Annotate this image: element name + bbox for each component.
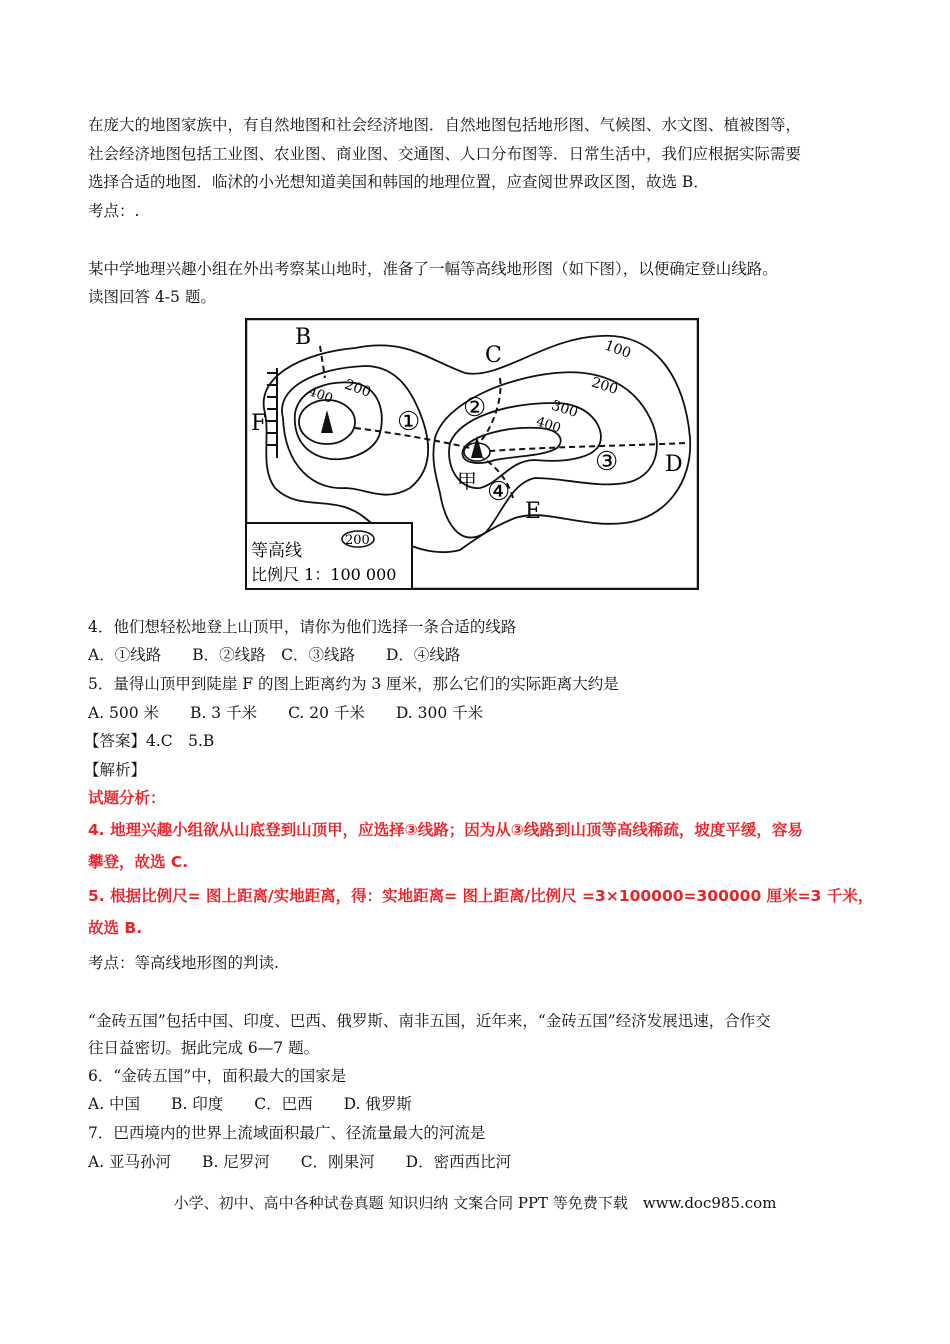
options-7: A. 亚马孙河 B. 尼罗河 C．刚果河 D．密西西比河	[88, 1153, 512, 1171]
text-line: 某中学地理兴趣小组在外出考察某山地时，准备了一幅等高线地形图（如下图），以便确定登山线路。	[88, 260, 778, 278]
label-b: B	[295, 325, 312, 350]
text-line: 读图回答 4-5 题。	[88, 288, 216, 306]
analysis-line: 攀登，故选 C.	[88, 853, 189, 871]
label-f: F	[251, 411, 267, 436]
question-6: 6．“金砖五国”中，面积最大的国家是	[88, 1067, 347, 1085]
legend-title: 等高线	[251, 541, 302, 561]
text-line: “金砖五国”包括中国、印度、巴西、俄罗斯、南非五国，近年来，“金砖五国”经济发展迅速，合作交	[88, 1012, 771, 1030]
legend-scale: 比例尺 1：100 000	[251, 565, 397, 584]
route-label-4: ④	[487, 477, 511, 507]
contour-label-400-west: 400	[306, 384, 335, 407]
contour-map	[245, 318, 699, 590]
answer-line: 【答案】4.C 5.B	[84, 732, 215, 750]
text-line: 往日益密切。据此完成 6—7 题。	[88, 1039, 320, 1057]
label-c: C	[485, 343, 502, 368]
contour-map-figure	[245, 318, 699, 590]
analysis-title: 试题分析：	[88, 789, 166, 807]
options-4: A．①线路 B．②线路 C．③线路 D．④线路	[88, 646, 461, 664]
contour-label-200-east: 200	[589, 374, 620, 399]
text-line: 在庞大的地图家族中，有自然地图和社会经济地图．自然地图包括地形图、气候图、水文图、植被图等，	[88, 116, 802, 134]
route-label-3: ③	[595, 447, 619, 477]
route-label-2: ②	[463, 393, 487, 423]
analysis-line: 5. 根据比例尺= 图上距离/实地距离，得：实地距离= 图上距离/比例尺 =3×100000=300000 厘米=3 千米，	[88, 887, 874, 905]
kaodian-line: 考点：等高线地形图的判读.	[88, 954, 279, 972]
label-e: E	[525, 499, 542, 524]
analysis-line: 故选 B.	[88, 919, 143, 937]
contour-label-100: 100	[602, 337, 633, 362]
options-5: A. 500 米 B. 3 千米 C. 20 千米 D. 300 千米	[88, 704, 484, 722]
label-jia: 甲	[457, 469, 477, 493]
question-4: 4．他们想轻松地登上山顶甲，请你为他们选择一条合适的线路	[88, 618, 517, 636]
question-5: 5．量得山顶甲到陡崖 F 的图上距离约为 3 厘米，那么它们的实际距离大约是	[88, 675, 619, 693]
text-line: 选择合适的地图．临沭的小光想知道美国和韩国的地理位置，应查阅世界政区图，故选 B．	[88, 173, 709, 191]
kaodian-line: 考点：.	[88, 202, 140, 220]
contour-label-400-east: 400	[534, 414, 563, 437]
analysis-line: 4. 地理兴趣小组欲从山底登到山顶甲，应选择③线路；因为从③线路到山顶等高线稀疏，坡度平缓，容易	[88, 821, 803, 839]
page-footer: 小学、初中、高中各种试卷真题 知识归纳 文案合同 PPT 等免费下载 www.doc985.com	[173, 1194, 777, 1212]
text-line: 社会经济地图包括工业图、农业图、商业图、交通图、人口分布图等．日常生活中，我们应根据实际需要	[88, 145, 802, 163]
label-d: D	[665, 452, 683, 477]
route-label-1: ①	[397, 407, 421, 437]
analysis-heading: 【解析】	[84, 761, 147, 779]
question-7: 7．巴西境内的世界上流域面积最广、径流量最大的河流是	[88, 1124, 486, 1142]
contour-label-300-east: 300	[549, 397, 580, 422]
options-6: A. 中国 B. 印度 C．巴西 D. 俄罗斯	[88, 1095, 412, 1113]
contour-label-300-west: 200	[342, 376, 373, 401]
legend-sample-value: 200	[345, 533, 370, 548]
